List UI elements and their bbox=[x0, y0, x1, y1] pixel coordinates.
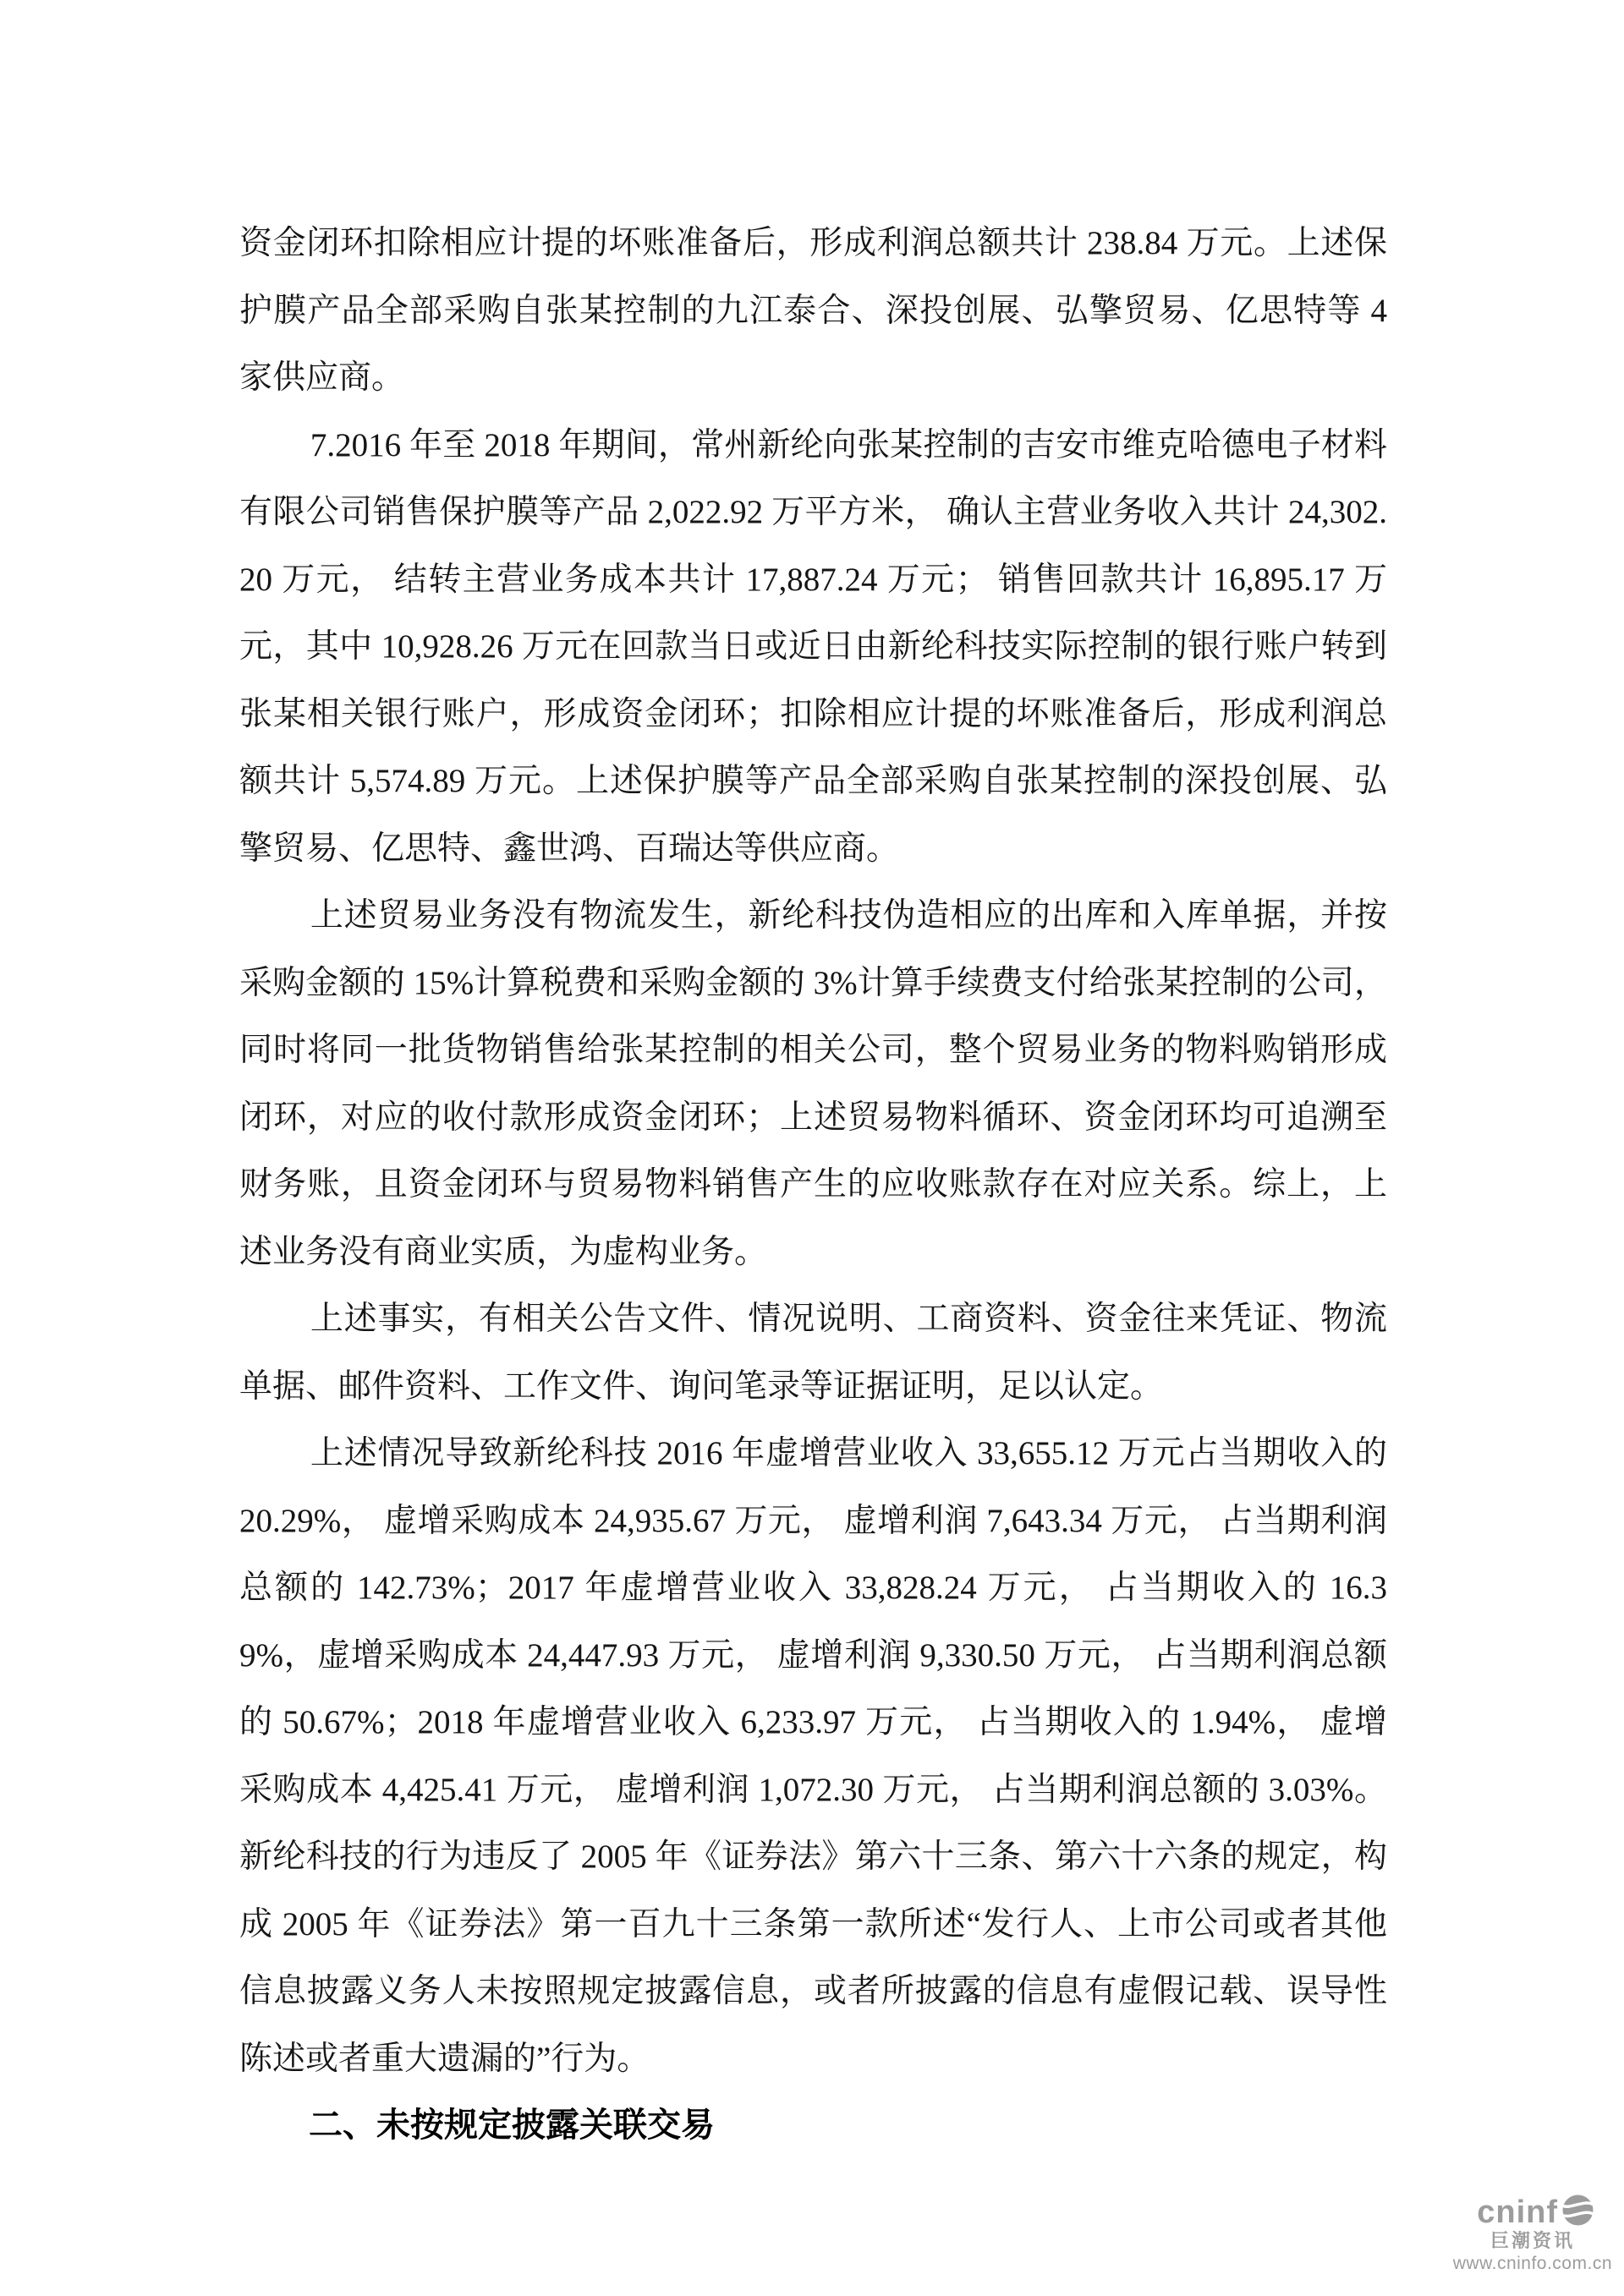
document-body bbox=[239, 210, 1387, 2160]
globe-icon bbox=[1562, 2195, 1594, 2226]
body-paragraph: 7.2016 年至 2018 年期间，常州新纶向张某控制的吉安市维克哈德电子材料有限公司销售保护膜等产品 2,022.92 万平方米， 确认主营业务收入共计 24,302.20 万元， 结转主营业务成本共计 17,887.24 万元； 销售回款共计 16,895.17 万元，其中 10,928.26 万元在回款当日或近日由新纶科技实际控制的银行账户转到张某相关银行账户，形成资金闭环；扣除相应计提的坏账准备后，形成利润总额共计 5,574.89 万元。上述保护膜等产品全部采购自张某控制的深投创展、弘擎贸易、亿思特、鑫世鸿、百瑞达等供应商。 bbox=[239, 426, 1387, 867]
cninfo-logo-row bbox=[1392, 2196, 1594, 2228]
cninfo-brand-text: cninf bbox=[1477, 2195, 1558, 2230]
body-paragraph: 资金闭环扣除相应计提的坏账准备后，形成利润总额共计 238.84 万元。上述保护膜产品全部采购自张某控制的九江泰合、深投创展、弘擎贸易、亿思特等 4 家供应商。 bbox=[239, 225, 1387, 396]
body-paragraph: 上述贸易业务没有物流发生，新纶科技伪造相应的出库和入库单据，并按采购金额的 15%计算税费和采购金额的 3%计算手续费支付给张某控制的公司，同时将同一批货物销售给张某控制的相关公司，整个贸易业务的物料购销形成闭环，对应的收付款形成资金闭环；上述贸易物料循环、资金闭环均可追溯至财务账，且资金闭环与贸易物料销售产生的应收账款存在对应关系。综上，上述业务没有商业实质，为虚构业务。 bbox=[239, 897, 1387, 1270]
section-heading: 二、未按规定披露关联交易 bbox=[309, 2107, 715, 2144]
cninfo-website-url: www.cninfo.com.cn bbox=[1452, 2254, 1612, 2273]
body-paragraph: 上述事实，有相关公告文件、情况说明、工商资料、资金往来凭证、物流单据、邮件资料、工作文件、询问笔录等证据证明，足以认定。 bbox=[239, 1301, 1387, 1405]
body-paragraph: 上述情况导致新纶科技 2016 年虚增营业收入 33,655.12 万元占当期收入的 20.29%， 虚增采购成本 24,935.67 万元， 虚增利润 7,643.34 万元， 占当期利润总额的 142.73%；2017 年虚增营业收入 33,828.24 万元， 占当期收入的 16.39%，虚增采购成本 24,447.93 万元， 虚增利润 9,330.50 万元， 占当期利润总额的 50.67%；2018 年虚增营业收入 6,233.97 万元， 占当期收入的 1.94%， 虚增采购成本 4,425.41 万元， 虚增利润 1,072.30 万元， 占当期利润总额的 3.03%。 新纶科技的行为违反了 2005 年《证券法》第六十三条、第六十六条的规定，构成 2005 年《证券法》第一百九十三条第一款所述“发行人、上市公司或者其他信息披露义务人未按照规定披露信息，或者所披露的信息有虚假记载、误导性陈述或者重大遗漏的”行为。 bbox=[239, 1435, 1387, 2077]
cninfo-logo bbox=[1392, 2196, 1612, 2272]
cninfo-brand-chinese: 巨潮资讯 bbox=[1490, 2230, 1575, 2251]
